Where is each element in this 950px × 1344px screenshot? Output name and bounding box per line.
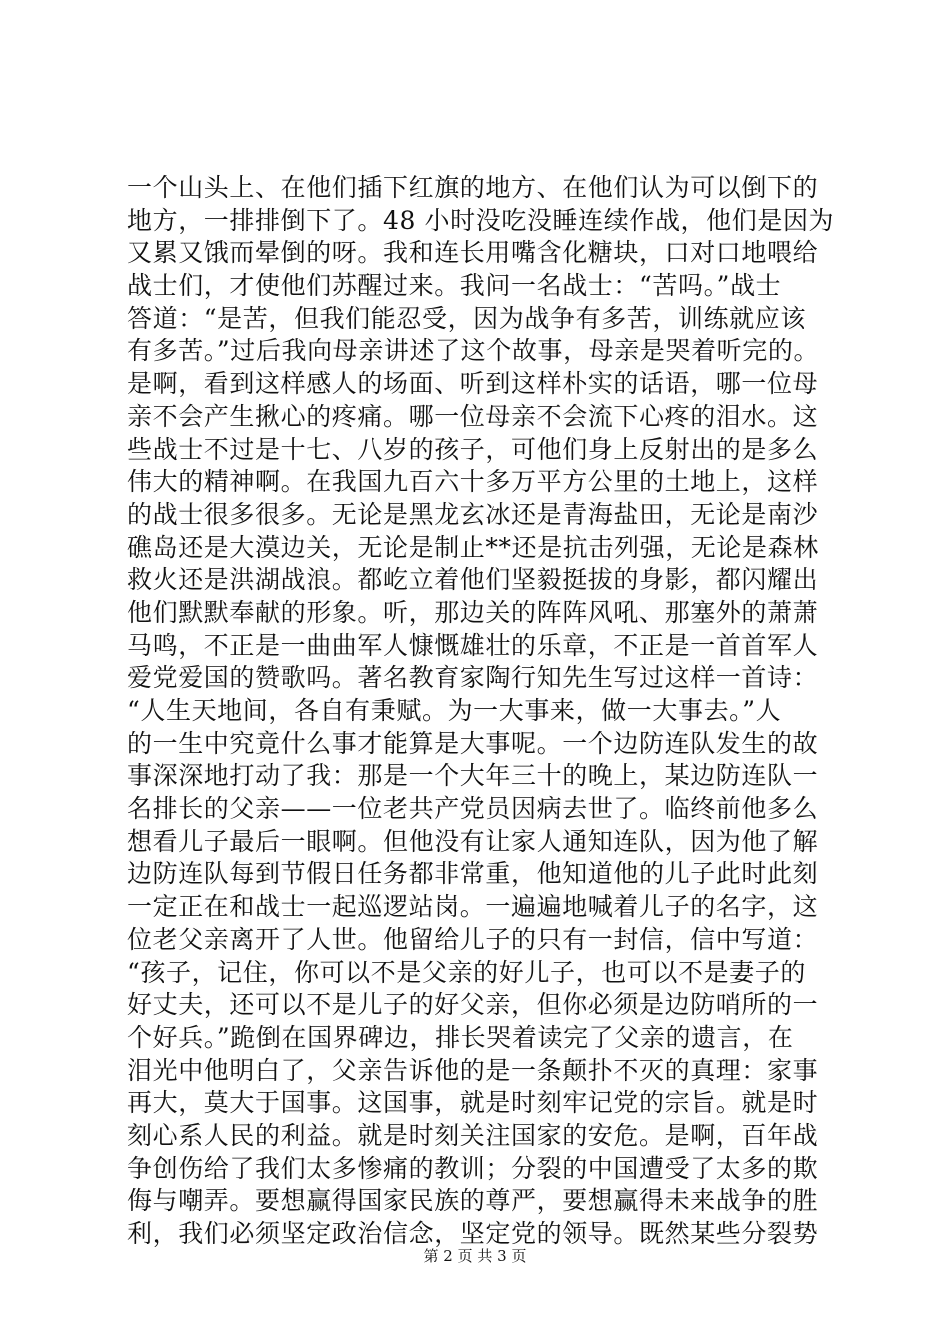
text-line: 刻心系人民的利益。就是时刻关注国家的安危。是啊，百年战 [127, 1120, 819, 1150]
text-line: “人生天地间，各自有秉赋。为一大事来，做一大事去。”人 [127, 696, 782, 725]
text-line: 马鸣，不正是一曲曲军人慷慨雄壮的乐章，不正是一首首军人 [127, 630, 819, 660]
text-line: 地方，一排排倒下了。48 小时没吃没睡连续作战，他们是因为 [127, 205, 835, 235]
text-line: 是啊，看到这样感人的场面、听到这样朴实的话语，哪一位母 [127, 369, 819, 399]
text-line: 礁岛还是大漠边关，无论是制止**还是抗击列强，无论是森林 [127, 532, 819, 562]
text-line: 救火还是洪湖战浪。都屹立着他们坚毅挺拔的身影，都闪耀出 [127, 565, 819, 595]
text-line: 答道：“是苦，但我们能忍受，因为战争有多苦，训练就应该 [127, 303, 806, 333]
text-line: 位老父亲离开了人世。他留给儿子的只有一封信，信中写道： [127, 924, 819, 954]
text-line: 亲不会产生揪心的疼痛。哪一位母亲不会流下心疼的泪水。这 [127, 401, 819, 431]
text-line: 爱党爱国的赞歌吗。著名教育家陶行知先生写过这样一首诗： [127, 663, 819, 693]
text-line: 个好兵。”跪倒在国界碑边，排长哭着读完了父亲的遗言，在 [127, 1022, 794, 1052]
text-line: 的一生中究竟什么事才能算是大事呢。一个边防连队发生的故 [127, 728, 819, 758]
text-line: 利，我们必须坚定政治信念，坚定党的领导。既然某些分裂势 [127, 1219, 819, 1248]
text-line: 有多苦。”过后我向母亲讲述了这个故事，母亲是哭着听完的。 [127, 336, 820, 366]
text-line: 侮与嘲弄。要想赢得国家民族的尊严，要想赢得未来战争的胜 [127, 1186, 819, 1216]
text-line: 伟大的精神啊。在我国九百六十多万平方公里的土地上，这样 [127, 467, 819, 497]
page-footer: 第 2 页 共 3 页 [423, 1247, 527, 1265]
text-line: 又累又饿而晕倒的呀。我和连长用嘴含化糖块，口对口地喂给 [127, 238, 819, 268]
text-line: 些战士不过是十七、八岁的孩子，可他们身上反射出的是多么 [127, 434, 819, 464]
text-line: 边防连队每到节假日任务都非常重，他知道他的儿子此时此刻 [127, 859, 819, 889]
body-text [127, 172, 847, 1251]
text-line: 名排长的父亲——一位老共产党员因病去世了。临终前他多么 [127, 794, 819, 824]
text-line: 想看儿子最后一眼啊。但他没有让家人通知连队，因为他了解 [127, 826, 819, 856]
text-line: 一定正在和战士一起巡逻站岗。一遍遍地喊着儿子的名字，这 [127, 892, 819, 922]
text-line: 再大，莫大于国事。这国事，就是时刻牢记党的宗旨。就是时 [127, 1088, 819, 1118]
text-line: 的战士很多很多。无论是黑龙玄冰还是青海盐田，无论是南沙 [127, 499, 819, 529]
text-line: 一个山头上、在他们插下红旗的地方、在他们认为可以倒下的 [127, 173, 819, 202]
text-line: 事深深地打动了我：那是一个大年三十的晚上，某边防连队一 [127, 761, 819, 791]
text-line: 战士们，才使他们苏醒过来。我问一名战士：“苦吗。”战士 [127, 271, 782, 301]
text-line: 争创伤给了我们太多惨痛的教训；分裂的中国遭受了太多的欺 [127, 1153, 819, 1183]
text-line: “孩子，记住，你可以不是父亲的好儿子，也可以不是妻子的 [127, 957, 806, 987]
text-line: 他们默默奉献的形象。听，那边关的阵阵风吼、那塞外的萧萧 [127, 597, 819, 627]
text-line: 好丈夫，还可以不是儿子的好父亲，但你必须是边防哨所的一 [127, 990, 819, 1020]
text-line: 泪光中他明白了，父亲告诉他的是一条颠扑不灭的真理：家事 [127, 1055, 819, 1085]
